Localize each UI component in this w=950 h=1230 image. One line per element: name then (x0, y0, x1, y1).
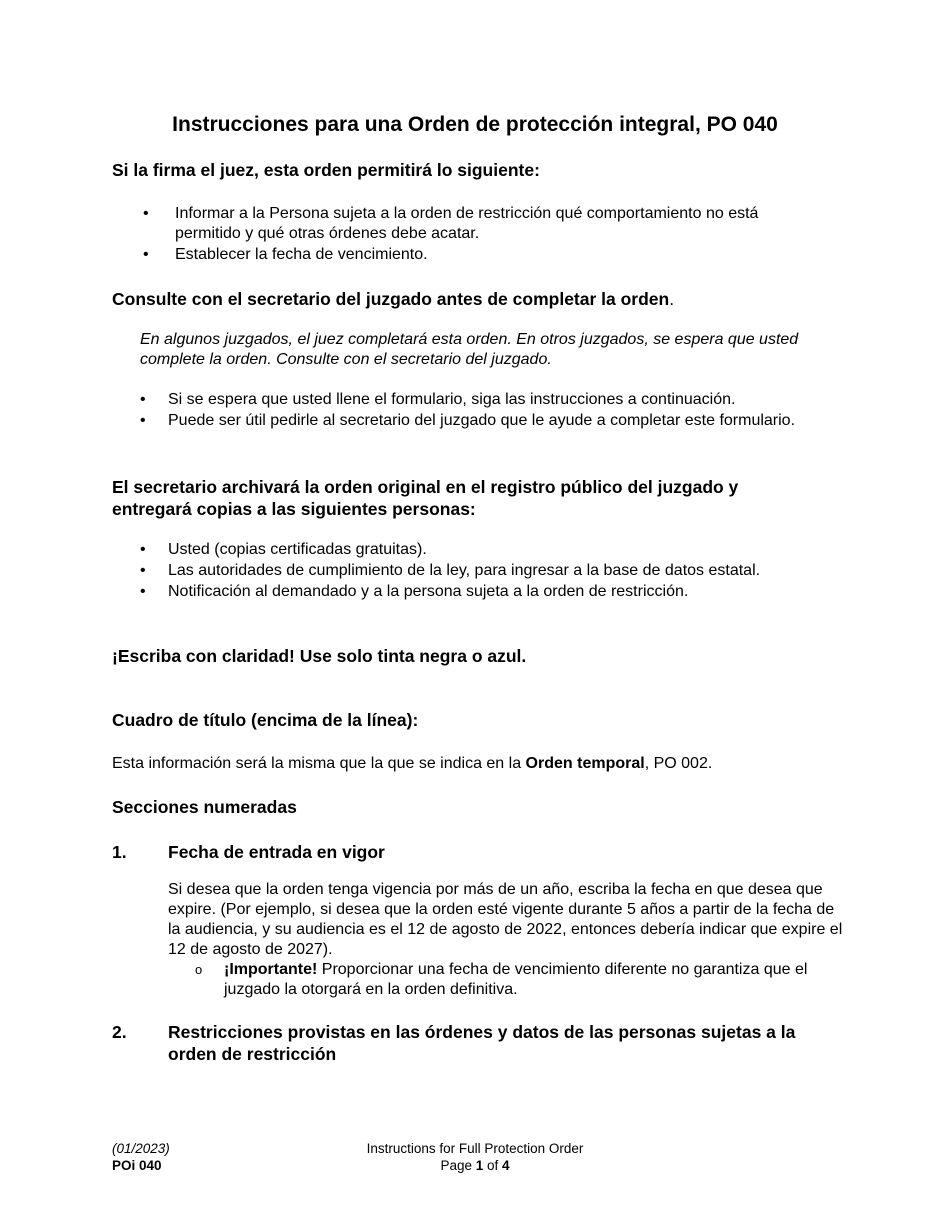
heading-period: . (669, 289, 675, 309)
list-item: • Si se espera que usted llene el formulario, siga las instrucciones a continuación. (140, 390, 830, 410)
item-body: Si desea que la orden tenga vigencia por más de un año, escriba la fecha en que desea que expire. (Por ejemplo, si desea que la orden esté vigente durante 5 años a partir de la fecha de la audiencia, y su audiencia es el 12 de agosto de 2022, entonces debería indicar que expire el 12 de agosto de 2027). (168, 881, 843, 958)
item-title: Restricciones provistas en las órdenes y datos de las personas sujetas a la orden de restricción (168, 1022, 796, 1064)
item-title: Fecha de entrada en vigor (168, 842, 385, 862)
list-item: • Usted (copias certificadas gratuitas). (140, 540, 840, 560)
footer-date: (01/2023) (112, 1141, 170, 1156)
clerk-bullet-list (140, 390, 830, 432)
heading-text: Consulte con el secretario del juzgado antes de completar la orden (112, 289, 670, 309)
section-heading-clerk (112, 288, 674, 310)
ink-heading: ¡Escriba con claridad! Use solo tinta negra o azul. (112, 646, 527, 666)
page-title: Instrucciones para una Orden de protección integral, PO 040 (172, 113, 778, 136)
clerk-note: En algunos juzgados, el juez completará esta orden. En otros juzgados, se espera que usted complete la orden. Consulte con el secretario del juzgado. (140, 331, 799, 368)
footer-left (112, 1140, 170, 1174)
footer-form-number: POi 040 (112, 1158, 162, 1173)
footer-doc-title: Instructions for Full Protection Order (366, 1141, 584, 1156)
page-of: of (483, 1158, 503, 1173)
page-number: 1 (475, 1158, 484, 1173)
important-label: ¡Importante! (224, 961, 318, 978)
caption-text-start: Esta información será la misma que la que se indica en la (112, 755, 526, 772)
list-item: • Notificación al demandado y a la persona sujeta a la orden de restricción. (140, 582, 840, 602)
caption-text-end: , PO 002. (644, 755, 713, 772)
list-item: • Informar a la Persona sujeta a la orden de restricción qué comportamiento no está permitido y qué otras órdenes debe acatar. (143, 204, 823, 244)
list-item: • Establecer la fecha de vencimiento. (143, 245, 823, 265)
item-number: 2. (112, 1022, 127, 1042)
section-heading-copies: El secretario archivará la orden original en el registro público del juzgado y entregará copias a las siguientes personas: (112, 477, 739, 519)
copies-bullet-list (140, 540, 840, 603)
important-text: Proporcionar una fecha de vencimiento diferente no garantiza que el juzgado la otorgará en la orden definitiva. (224, 961, 808, 998)
item-number: 1. (112, 842, 127, 862)
sub-bullet-marker: o (195, 962, 203, 977)
page-label: Page (440, 1158, 476, 1173)
footer-center (300, 1140, 650, 1174)
list-item: • Las autoridades de cumplimiento de la ley, para ingresar a la base de datos estatal. (140, 561, 840, 581)
footer-page-count (300, 1157, 650, 1174)
caption-text-bold: Orden temporal (525, 755, 645, 772)
section-heading-signature: Si la firma el juez, esta orden permitirá lo siguiente: (112, 160, 540, 180)
sub-bullet-text (224, 960, 844, 1000)
page-total: 4 (502, 1158, 510, 1173)
caption-heading: Cuadro de título (encima de la línea): (112, 710, 419, 730)
list-item: • Puede ser útil pedirle al secretario del juzgado que le ayude a completar este formulario. (140, 411, 830, 431)
caption-text (112, 754, 832, 774)
numbered-sections-heading: Secciones numeradas (112, 797, 297, 817)
signature-bullet-list (143, 204, 823, 266)
